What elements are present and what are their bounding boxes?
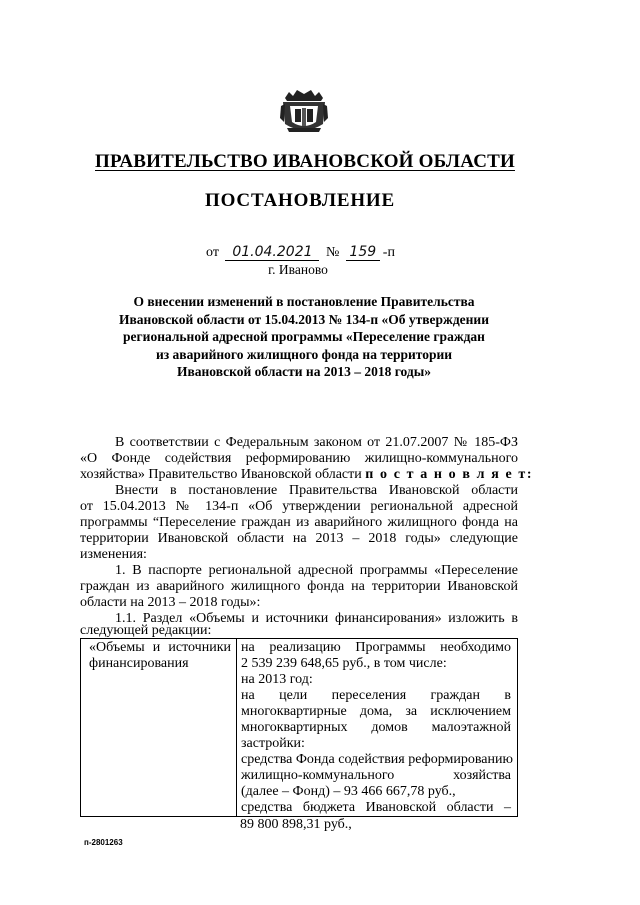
table-left-line: «Объемы и источники <box>89 640 231 655</box>
paragraph-line: 1.1. Раздел «Объемы и источники финансирования» изложить в <box>115 611 518 626</box>
table-right-line: (далее – Фонд) – 93 466 667,78 руб., <box>241 784 456 799</box>
table-divider <box>236 639 237 816</box>
table-right-line: многоквартирные дома, за исключением <box>241 704 511 719</box>
city: г. Иваново <box>268 262 328 277</box>
subject-line: региональной адресной программы «Переселение граждан <box>123 329 485 344</box>
paragraph-line: территории Ивановской области на 2013 – 2018 годы» следующие <box>80 531 518 546</box>
table-right-line: на 2013 год: <box>241 672 313 687</box>
paragraph-text: хозяйства» Правительство Ивановской области <box>80 467 362 482</box>
paragraph-line <box>80 467 534 483</box>
paragraph-line: области на 2013 – 2018 годы»: <box>80 595 261 610</box>
table-right-line: жилищно-коммунального хозяйства <box>241 768 511 783</box>
table-right-line: 89 800 898,31 руб., <box>240 817 352 832</box>
paragraph-line: В соответствии с Федеральным законом от 21.07.2007 № 185-ФЗ <box>115 435 518 450</box>
document-code: п-2801263 <box>84 838 123 847</box>
table-right-line: на цели переселения граждан в <box>241 688 511 703</box>
paragraph-line: граждан из аварийного жилищного фонда на территории Ивановской <box>80 579 518 594</box>
paragraph-line: Внести в постановление Правительства Ивановской области <box>115 483 518 498</box>
table-right-line: многоквартирных домов малоэтажной <box>241 720 511 735</box>
subject-line: О внесении изменений в постановление Правительства <box>133 294 475 309</box>
government-title: ПРАВИТЕЛЬСТВО ИВАНОВСКОЙ ОБЛАСТИ <box>95 151 515 172</box>
subject-line: Ивановской области на 2013 – 2018 годы» <box>176 364 431 379</box>
handwritten-number: 159 <box>346 244 380 261</box>
document-type: ПОСТАНОВЛЕНИЕ <box>205 190 395 211</box>
subject-line: из аварийного жилищного фонда на территории <box>155 346 453 362</box>
table-right-line: на реализацию Программы необходимо <box>241 640 511 655</box>
table-left-cell <box>89 640 231 672</box>
table-right-line: 2 539 239 648,65 руб., в том числе: <box>241 656 447 671</box>
resolves-word: п о с т а н о в л я е т: <box>365 467 534 482</box>
document-subject <box>110 293 498 381</box>
table-left-line: финансирования <box>89 656 189 671</box>
table-right-line: средства Фонда содействия реформированию <box>241 752 513 767</box>
date-prefix: от <box>206 245 219 260</box>
paragraph-line: 1. В паспорте региональной адресной программы «Переселение <box>115 563 518 578</box>
paragraph-line: от 15.04.2013 № 134-п «Об утверждении региональной адресной <box>80 499 518 514</box>
ivanovo-coat-of-arms-icon <box>279 88 329 136</box>
paragraph-line: изменения: <box>80 547 147 562</box>
table-right-line: застройки: <box>241 736 305 751</box>
number-prefix: № <box>325 245 340 260</box>
subject-line: Ивановской области от 15.04.2013 № 134-п «Об утверждении <box>119 311 489 327</box>
number-suffix: -п <box>382 245 395 260</box>
handwritten-date: 01.04.2021 <box>225 244 319 261</box>
paragraph-line: программы “Переселение граждан из аварийного жилищного фонда на <box>80 515 518 530</box>
financing-table <box>80 638 518 817</box>
table-right-line: средства бюджета Ивановской области – <box>241 800 511 815</box>
date-number-line <box>206 244 395 261</box>
paragraph-line: следующей редакции: <box>80 623 212 638</box>
paragraph-line: «О Фонде содействия реформированию жилищно-коммунального <box>80 451 518 466</box>
